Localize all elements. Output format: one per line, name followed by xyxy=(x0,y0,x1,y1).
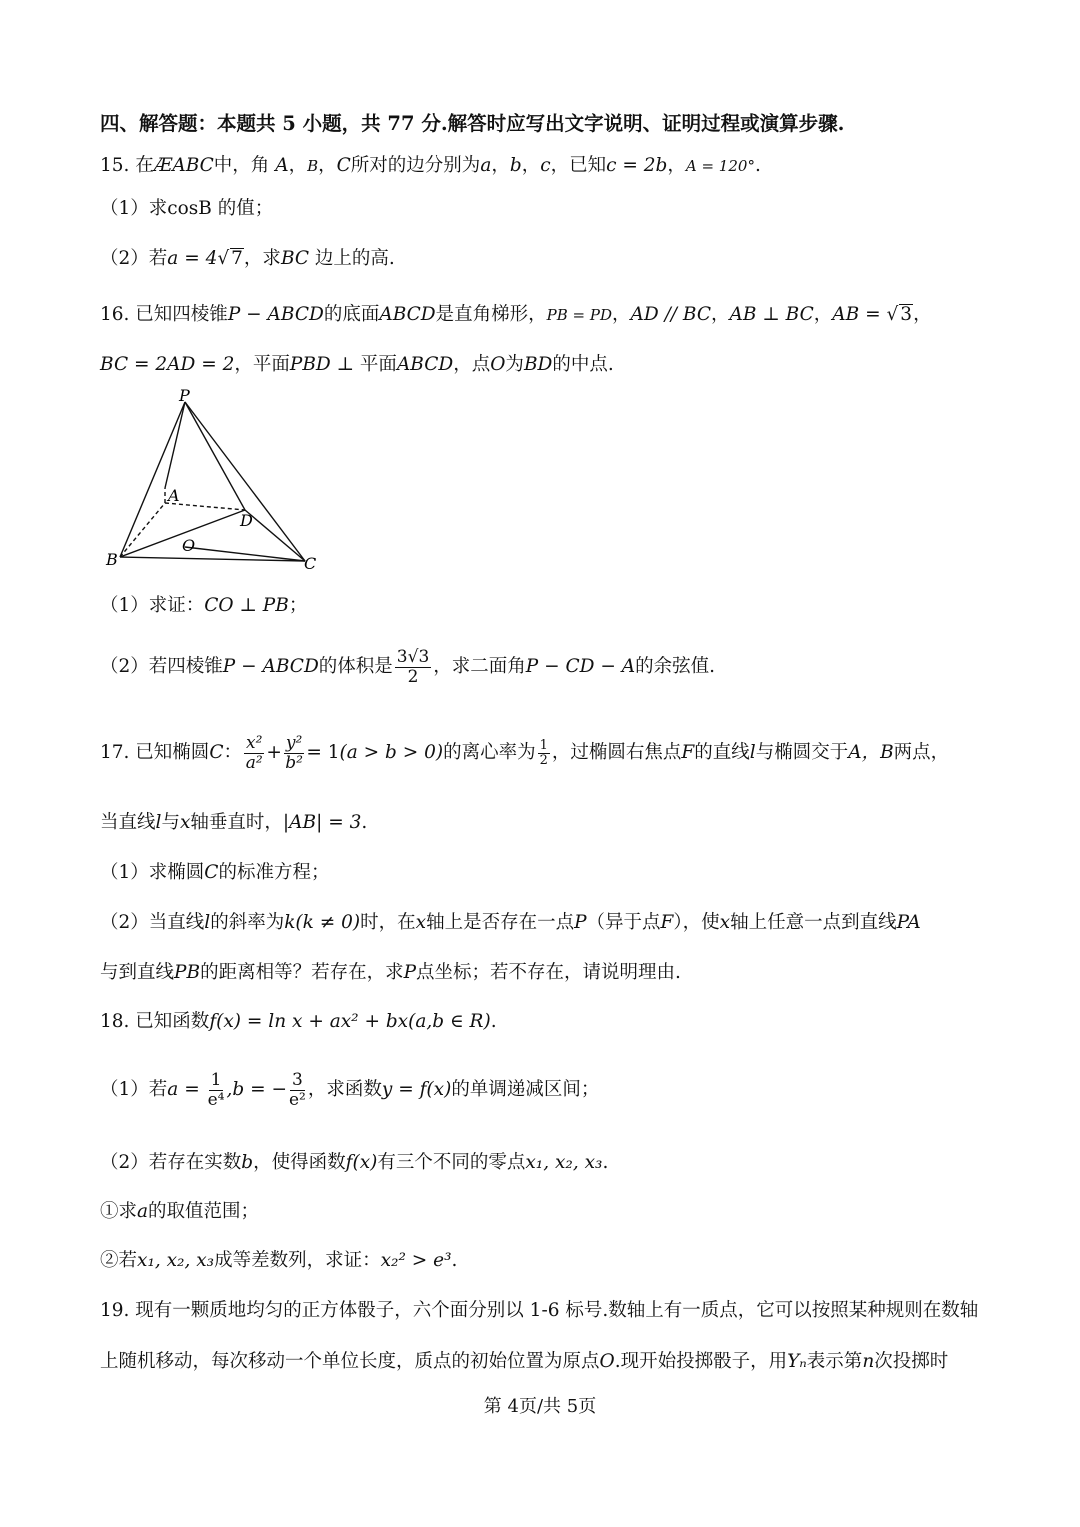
p17-y-frac xyxy=(284,734,304,773)
p17-text5: 两点， xyxy=(893,742,950,763)
p15-text3: ，已知 xyxy=(550,155,607,176)
pyramid-diagram xyxy=(100,385,340,580)
p15-q2-text: ，求 xyxy=(243,248,281,269)
p15-triangle: ÆABC xyxy=(153,155,214,176)
p16-pbd: PBD xyxy=(289,354,331,375)
p17-q2-f: F xyxy=(660,912,674,933)
p17-line2-text2: 与 xyxy=(161,812,180,833)
label-o: O xyxy=(182,536,196,555)
p19-yn: Yₙ xyxy=(787,1351,807,1372)
p18-num: 18. 已知函数 xyxy=(100,1011,210,1032)
p16-pyramid: P − ABCD xyxy=(227,304,324,325)
label-d: D xyxy=(240,511,253,530)
p17-line4-text: 与到直线 xyxy=(100,962,175,983)
p17-l: l xyxy=(749,742,756,763)
p17-l2: l xyxy=(155,812,162,833)
problem-18-sub2 xyxy=(100,1247,457,1275)
p17-plus: + xyxy=(266,742,282,763)
p18-b-den: e² xyxy=(288,1089,306,1110)
edge-pa xyxy=(165,402,185,488)
p16-q1-expr: CO ⊥ PB xyxy=(204,595,289,616)
problem-15-stem: 15. 在ÆABC中，角 A，B，C所对的边分别为a，b，c，已知c = 2b，A = 120°. xyxy=(100,155,761,176)
p17-q2-text4: （异于点 xyxy=(586,912,661,933)
problem-18-q1 xyxy=(100,1068,599,1112)
p18-q2-end: . xyxy=(602,1152,609,1173)
edge-pd xyxy=(185,402,245,510)
p18-q2-text: ，使得函数 xyxy=(253,1152,346,1173)
p18-domain: (a,b ∈ R) xyxy=(408,1011,491,1032)
p18-b-num: 3 xyxy=(292,1069,303,1090)
problem-15-q2: （2）若a = 4√ 7，求BC 边上的高. xyxy=(100,248,395,269)
p17-text2: ，过椭圆右焦点 xyxy=(551,742,682,763)
p16-text3: ，平面 xyxy=(234,354,290,375)
p17-cond: (a > b > 0) xyxy=(339,742,444,763)
p16-cond3: AB ⊥ BC xyxy=(729,304,814,325)
p15-condition-c: c = 2b xyxy=(606,155,668,176)
p16-cond1: PB = PD xyxy=(546,306,612,324)
p16-text7: 的中点. xyxy=(552,354,614,375)
p18-s2-zeros: x₁, x₂, x₃ xyxy=(137,1250,215,1271)
p17-line4-text2: 的距离相等？若存在，求 xyxy=(200,962,404,983)
p17-dot: . xyxy=(361,812,368,833)
p18-q2-f: f(x) xyxy=(345,1152,378,1173)
p18-yfx: y = f(x) xyxy=(381,1079,452,1100)
p18-q1-text: ，求函数 xyxy=(307,1079,382,1100)
p15-q2-end: 边上的高. xyxy=(309,248,395,269)
label-c: C xyxy=(304,554,317,573)
p17-q2-pa: PA xyxy=(896,912,921,933)
p17-q2-text2: 时，在 xyxy=(360,912,416,933)
p16-volume xyxy=(395,648,431,687)
p18-s1-a: a xyxy=(137,1201,149,1222)
p18-q2-label: （2）若存在实数 xyxy=(100,1152,242,1173)
p16-text: 的底面 xyxy=(323,304,380,325)
p18-s2-label: ②若 xyxy=(100,1250,138,1271)
problem-17-stem xyxy=(100,731,949,775)
p18-s1-label: ①求 xyxy=(100,1201,138,1222)
problem-16-q1 xyxy=(100,592,307,620)
p15-q2-root: 7 xyxy=(231,248,243,269)
p16-q2-label: （2）若四棱锥 xyxy=(100,656,223,677)
p15-angle-a: A xyxy=(275,155,289,176)
p16-base2: ABCD xyxy=(396,354,454,375)
p19-text3: 表示第 xyxy=(806,1351,863,1372)
p17-x2: x² xyxy=(245,732,263,753)
problem-17-q1 xyxy=(100,859,329,887)
label-p: P xyxy=(179,386,190,405)
p17-q2-text5: ），使 xyxy=(673,912,720,933)
p17-x: x xyxy=(179,812,191,833)
p15-num: 15. 在 xyxy=(100,155,154,176)
p18-s2-text: 成等差数列，求证： xyxy=(214,1250,381,1271)
edge-pc xyxy=(185,402,305,561)
p16-bd: BD xyxy=(523,354,553,375)
p19-text2: .现开始投掷骰子，用 xyxy=(614,1351,788,1372)
p17-a2: a² xyxy=(245,752,263,773)
p16-text6: 为 xyxy=(505,354,524,375)
p18-dot: . xyxy=(490,1011,497,1032)
p18-q2-zeros: x₁, x₂, x₃ xyxy=(525,1152,603,1173)
p17-q2-l: l xyxy=(204,912,211,933)
label-b: B xyxy=(106,550,118,569)
p18-a-den: e⁴ xyxy=(207,1089,225,1110)
problem-17-line2 xyxy=(100,809,367,837)
p18-b-eq: ,b = − xyxy=(226,1079,287,1100)
section-header: 四、解答题：本题共 5 小题，共 77 分.解答时应写出文字说明、证明过程或演算步骤. xyxy=(100,112,845,135)
p17-f: F xyxy=(681,742,695,763)
problem-18-stem xyxy=(100,1008,497,1036)
p15-q1-end: 的值； xyxy=(211,198,274,219)
p17-b2: b² xyxy=(285,752,303,773)
p17-line2-text3: 轴垂直时， xyxy=(190,812,283,833)
p17-q2-text6: 轴上任意一点到直线 xyxy=(730,912,897,933)
p16-text2: 是直角梯形， xyxy=(435,304,547,325)
p17-text: 的离心率为 xyxy=(443,742,536,763)
p18-a-num: 1 xyxy=(210,1069,222,1090)
p16-q1-end: ； xyxy=(288,595,308,616)
p16-num: 16. 已知四棱锥 xyxy=(100,304,228,325)
p18-s2-ineq: x₂² > e³ xyxy=(380,1250,452,1271)
p19-n: n xyxy=(862,1351,875,1372)
p18-b-frac xyxy=(289,1071,306,1110)
p17-q2-x2: x xyxy=(719,912,731,933)
p15-angle-b: B xyxy=(307,157,319,175)
p19-o: O xyxy=(599,1351,615,1372)
p15-text2: 所对的边分别为 xyxy=(350,155,481,176)
p16-volume-den: 2 xyxy=(407,666,419,687)
p17-eq: = 1 xyxy=(306,742,340,763)
p17-colon: ： xyxy=(223,742,242,763)
p17-line4-pb: PB xyxy=(174,962,201,983)
problem-18-q2 xyxy=(100,1149,608,1177)
p17-text3: 的直线 xyxy=(694,742,750,763)
p17-text4: 与椭圆交于 xyxy=(755,742,849,763)
p18-q2-text2: 有三个不同的零点 xyxy=(377,1152,526,1173)
p16-q1-label: （1）求证： xyxy=(100,595,205,616)
problem-18-sub1 xyxy=(100,1198,259,1226)
p16-text5: ，点 xyxy=(453,354,491,375)
p17-q2-label: （2）当直线 xyxy=(100,912,205,933)
p16-cond4-root: 3 xyxy=(900,304,913,325)
p17-q2-text3: 轴上是否存在一点 xyxy=(426,912,575,933)
p17-ab: A，B xyxy=(848,742,894,763)
p19-text: 上随机移动，每次移动一个单位长度，质点的初始位置为原点 xyxy=(100,1351,600,1372)
p15-angle-c: C xyxy=(336,155,351,176)
p16-cond2: AD // BC xyxy=(630,304,712,325)
p18-a-frac xyxy=(208,1071,225,1110)
p16-q2-end: 的余弦值. xyxy=(635,656,715,677)
p16-volume-num: 3√3 xyxy=(396,646,430,667)
p17-q2-x: x xyxy=(415,912,427,933)
p17-q1-c: C xyxy=(204,862,219,883)
p15-side-a: a xyxy=(480,155,492,176)
p17-x-frac xyxy=(244,734,264,773)
problem-17-q2 xyxy=(100,909,921,937)
p18-fx: f(x) = ln x + ax² + bx xyxy=(209,1011,409,1032)
p18-q1-end: 的单调递减区间； xyxy=(451,1079,600,1100)
p16-bc-ad: BC = 2AD = 2 xyxy=(100,354,235,375)
edge-dc xyxy=(245,510,305,561)
p18-s1-end: 的取值范围； xyxy=(148,1201,260,1222)
page-footer: 第 4页/共 5页 xyxy=(483,1396,597,1417)
p16-cond4: AB = xyxy=(832,304,887,325)
problem-17-q2-line2 xyxy=(100,959,681,987)
p17-q2-k: k(k ≠ 0) xyxy=(284,912,361,933)
p17-eccentricity xyxy=(538,739,550,768)
p15-text: 中，角 xyxy=(213,155,270,176)
p15-cosb: cosB xyxy=(167,198,212,219)
problem-16-q2 xyxy=(100,645,715,689)
p15-q2-a: a = 4 xyxy=(167,248,218,269)
label-a: A xyxy=(168,486,180,505)
p17-abs-ab: |AB| = 3 xyxy=(282,812,362,833)
p16-q2-pyramid: P − ABCD xyxy=(222,656,319,677)
p16-q2-text: 的体积是 xyxy=(318,656,393,677)
p17-line4-p: P xyxy=(403,962,417,983)
p19-text4: 次投掷时 xyxy=(874,1351,949,1372)
p17-line2-text: 当直线 xyxy=(100,812,156,833)
p16-o: O xyxy=(490,354,506,375)
p17-e-den: 2 xyxy=(539,752,548,768)
p17-c: C xyxy=(209,742,224,763)
p17-y2: y² xyxy=(285,732,303,753)
p18-q1-label: （1）若 xyxy=(100,1079,168,1100)
p17-q1-end: 的标准方程； xyxy=(218,862,330,883)
p15-q1-label: （1）求 xyxy=(100,198,168,219)
edge-pb xyxy=(120,402,185,557)
p16-q2-text2: ，求二面角 xyxy=(433,656,526,677)
p16-text4: ⊥ 平面 xyxy=(330,354,397,375)
p15-bc: BC xyxy=(280,248,310,269)
p18-s2-end: . xyxy=(451,1250,458,1271)
p15-side-c: c xyxy=(540,155,551,176)
problem-16-stem: 16. 已知四棱锥P − ABCD的底面ABCD是直角梯形，PB = PD，AD // BC，AB ⊥ BC，AB = √ 3， xyxy=(100,304,932,325)
p17-num: 17. 已知椭圆 xyxy=(100,742,210,763)
p18-a-eq: a = xyxy=(167,1079,206,1100)
p16-base: ABCD xyxy=(379,304,436,325)
problem-19-line1: 19. 现有一颗质地均匀的正方体骰子，六个面分别以 1-6 标号.数轴上有一质点，它可以按照某种规则在数轴 xyxy=(100,1300,979,1321)
p16-dihedral: P − CD − A xyxy=(525,656,636,677)
problem-19-line2 xyxy=(100,1348,948,1376)
p17-q1-label: （1）求椭圆 xyxy=(100,862,205,883)
p17-e-num: 1 xyxy=(539,737,548,753)
problem-15-q1 xyxy=(100,195,273,223)
p17-q2-p: P xyxy=(574,912,587,933)
p15-q2-label: （2）若 xyxy=(100,248,168,269)
p15-condition-a: A = 120° xyxy=(685,157,755,175)
p17-line4-text3: 点坐标；若不存在，请说明理由. xyxy=(416,962,681,983)
p18-q2-b: b xyxy=(241,1152,254,1173)
p17-q2-text: 的斜率为 xyxy=(210,912,285,933)
p15-side-b: b xyxy=(509,155,522,176)
problem-16-line2 xyxy=(100,351,614,379)
